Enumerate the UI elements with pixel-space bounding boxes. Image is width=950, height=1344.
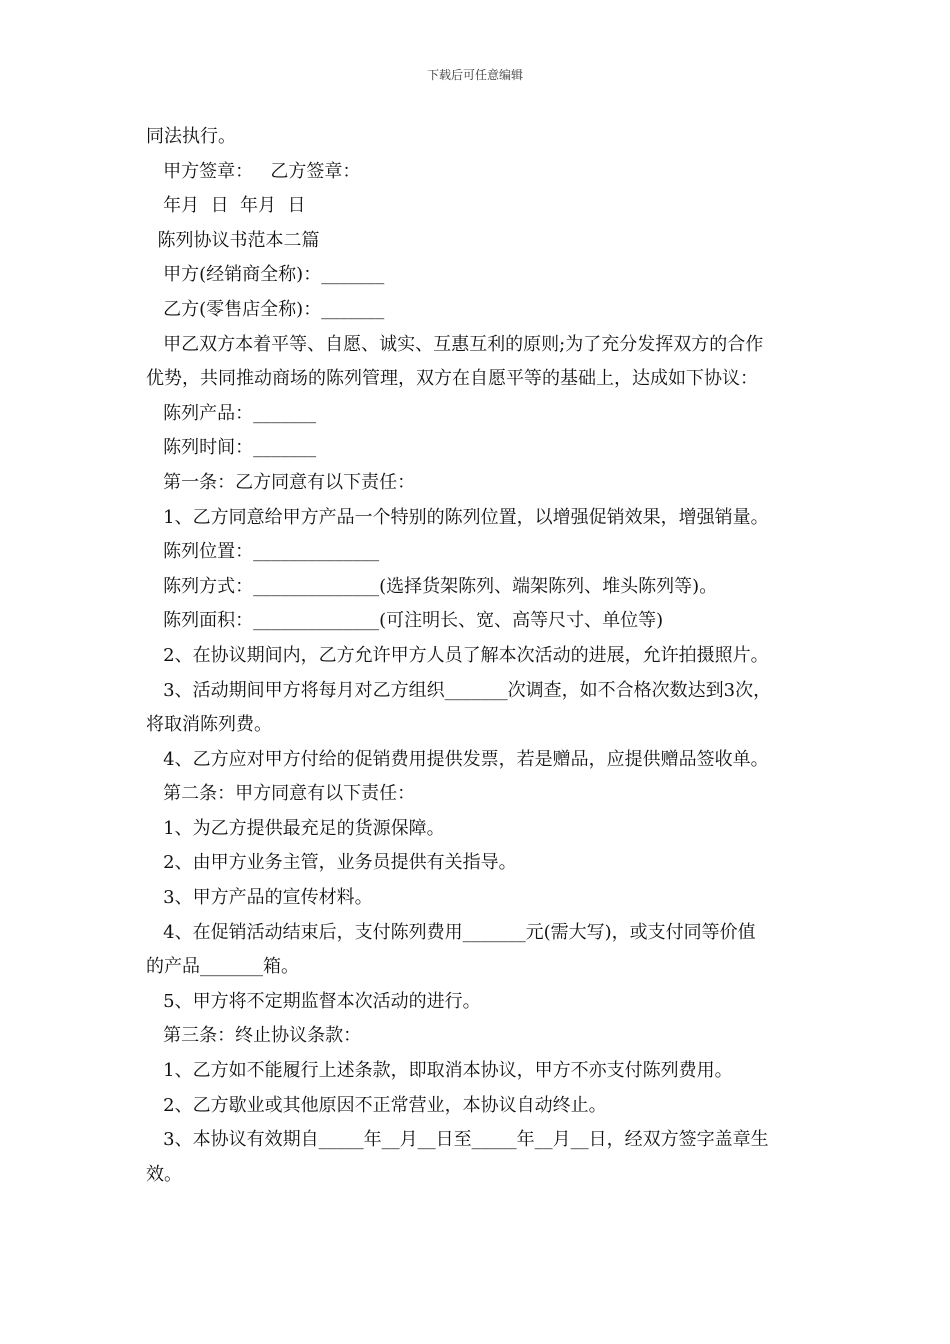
text-line: 3、活动期间甲方将每月对乙方组织_______次调查，如不合格次数达到3次， [146, 679, 772, 701]
text-line: 3、甲方产品的宣传材料。 [146, 887, 373, 909]
text-line: 陈列产品：_______ [146, 402, 317, 424]
text-line: 年月 日 年月 日 [146, 195, 306, 217]
text-line: 同法执行。 [146, 126, 236, 147]
text-line: 3、本协议有效期自_____年__月__日至_____年__月__日，经双方签字盖章生 [146, 1129, 769, 1151]
article-heading: 第二条：甲方同意有以下责任： [146, 783, 416, 805]
text-line: 4、乙方应对甲方付给的促销费用提供发票，若是赠品，应提供赠品签收单。 [146, 748, 769, 770]
text-line: 5、甲方将不定期监督本次活动的进行。 [146, 990, 481, 1012]
text-line: 效。 [146, 1163, 182, 1185]
text-line: 优势，共同推动商场的陈列管理，双方在自愿平等的基础上，达成如下协议： [146, 368, 758, 390]
text-line: 甲乙双方本着平等、自愿、诚实、互惠互利的原则;为了充分发挥双方的合作 [146, 333, 764, 355]
article-heading: 第三条：终止协议条款： [146, 1025, 362, 1047]
text-line: 1、乙方如不能履行上述条款，即取消本协议，甲方不亦支付陈列费用。 [146, 1060, 733, 1082]
text-line: 陈列方式：______________(选择货架陈列、端架陈列、堆头陈列等)。 [146, 575, 718, 597]
text-line: 2、在协议期间内，乙方允许甲方人员了解本次活动的进展，允许拍摄照片。 [146, 644, 769, 666]
text-line: 陈列位置：______________ [146, 541, 380, 563]
text-line: 4、在促销活动结束后，支付陈列费用_______元(需大写)，或支付同等价值 [146, 921, 756, 943]
text-line: 甲方签章： 乙方签章： [146, 160, 361, 182]
page-header: 下载后可任意编辑 [426, 68, 523, 82]
text-line: 的产品_______箱。 [146, 956, 299, 978]
document-body [146, 120, 816, 1192]
text-line: 1、为乙方提供最充足的货源保障。 [146, 817, 445, 839]
text-line: 2、由甲方业务主管，业务员提供有关指导。 [146, 852, 517, 874]
text-line: 乙方(零售店全称)：_______ [146, 298, 385, 320]
section-title: 陈列协议书范本二篇 [146, 229, 320, 251]
text-line: 陈列时间：_______ [146, 437, 317, 459]
text-line: 陈列面积：______________(可注明长、宽、高等尺寸、单位等) [146, 610, 664, 632]
text-line: 2、乙方歇业或其他原因不正常营业，本协议自动终止。 [146, 1094, 607, 1116]
text-line: 甲方(经销商全称)：_______ [146, 264, 385, 286]
article-heading: 第一条：乙方同意有以下责任： [146, 471, 416, 493]
text-line: 将取消陈列费。 [146, 714, 272, 736]
text-line: 1、乙方同意给甲方产品一个特别的陈列位置，以增强促销效果，增强销量。 [146, 506, 769, 528]
